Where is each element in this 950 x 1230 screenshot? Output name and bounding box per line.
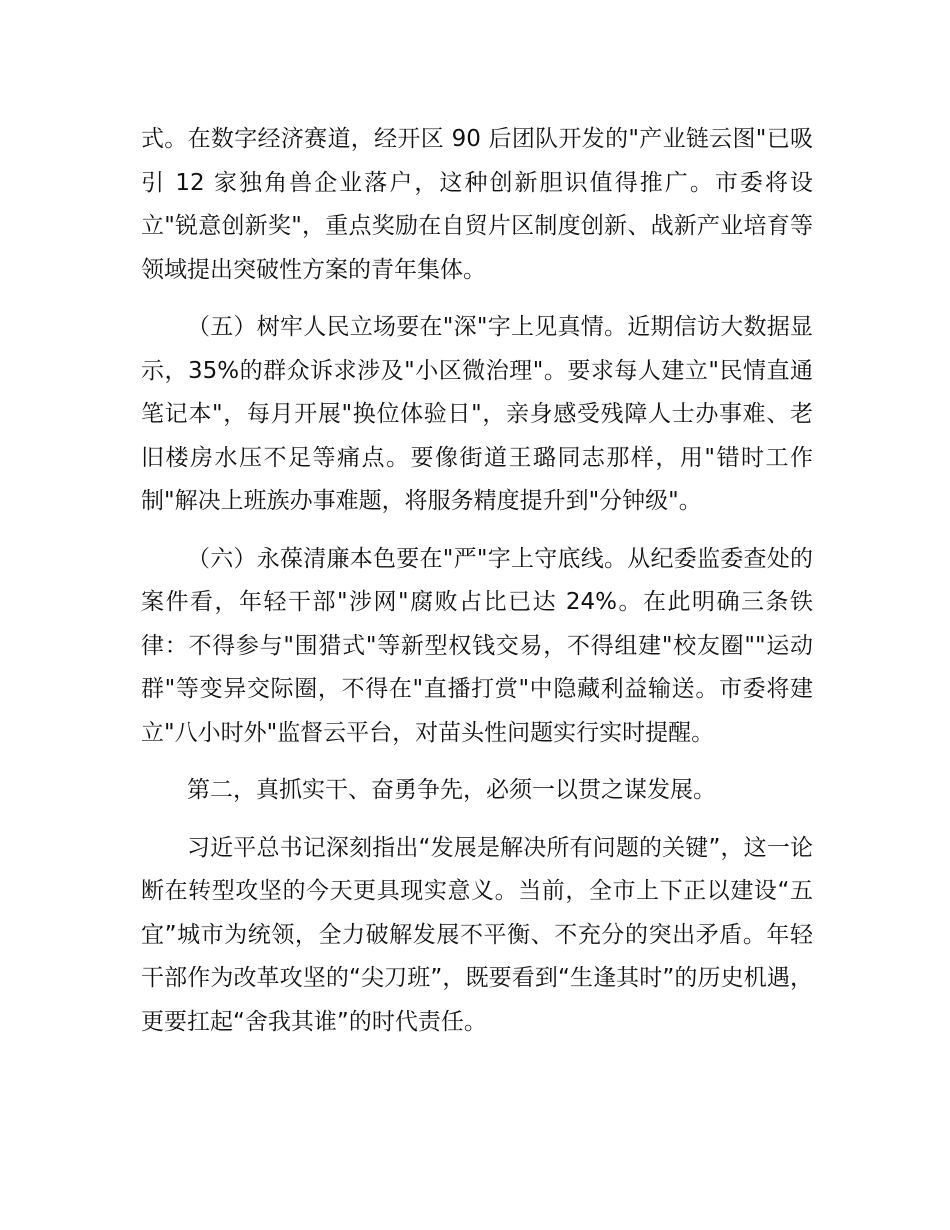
- document-page: [141, 118, 813, 1058]
- paragraph-innovation: 式。在数字经济赛道，经开区 90 后团队开发的"产业链云图"已吸引 12 家独角兽企业落户，这种创新胆识值得推广。市委将设立"锐意创新奖"，重点奖励在自贸片区制度创新、战新产业培育等领域提出突破性方案的青年集体。: [141, 126, 813, 283]
- paragraph-development: 习近平总书记深刻指出“发展是解决所有问题的关键”，这一论断在转型攻坚的今天更具现实意义。当前，全市上下正以建设“五宜”城市为统领，全力破解发展不平衡、不充分的突出矛盾。年轻干部作为改革攻坚的“尖刀班”，既要看到“生逢其时”的历史机遇，更要扛起“舍我其谁”的时代责任。: [141, 834, 813, 1035]
- section-heading-second: 第二，真抓实干、奋勇争先，必须一以贯之谋发展。: [187, 777, 716, 803]
- paragraph-people-stance: （五）树牢人民立场要在"深"字上见真情。近期信访大数据显示，35%的群众诉求涉及"小区微治理"。要求每人建立"民情直通笔记本"，每月开展"换位体验日"，亲身感受残障人士办事难、老旧楼房水压不足等痛点。要像街道王璐同志那样，用"错时工作制"解决上班族办事难题，将服务精度提升到"分钟级"。: [141, 314, 813, 514]
- paragraph-integrity: （六）永葆清廉本色要在"严"字上守底线。从纪委监委查处的案件看，年轻干部"涉网"腐败占比已达 24%。在此明确三条铁律：不得参与"围猎式"等新型权钱交易，不得组建"校友圈""运动群"等变异交际圈，不得在"直播打赏"中隐藏利益输送。市委将建立"八小时外"监督云平台，对苗头性问题实行实时提醒。: [141, 545, 813, 746]
